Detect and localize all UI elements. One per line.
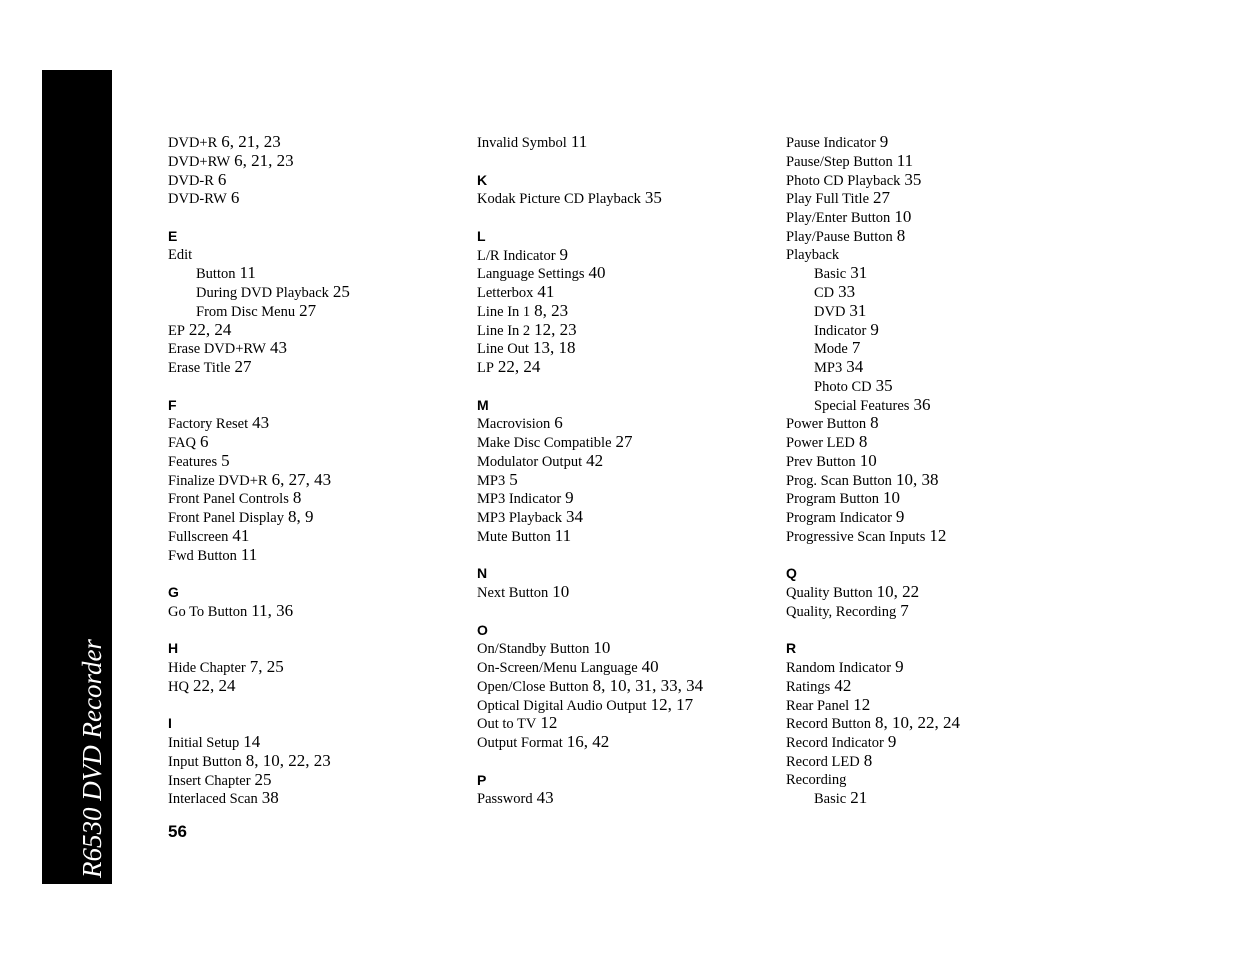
- index-term: Pause/Step Button: [786, 153, 893, 170]
- index-pages: 12: [929, 525, 947, 545]
- index-term: Power LED: [786, 435, 855, 451]
- spacer: [168, 621, 468, 640]
- index-entry: [477, 583, 777, 602]
- index-letter-heading: Q: [786, 565, 797, 582]
- side-title: R6530 DVD Recorder: [77, 639, 107, 878]
- index-pages: 25: [254, 769, 272, 789]
- index-entry: [786, 696, 1086, 715]
- index-entry: [168, 771, 468, 790]
- index-entry: [168, 752, 468, 771]
- index-pages: 10, 22: [876, 582, 920, 601]
- index-term: Out to TV: [477, 716, 537, 733]
- index-pages: 25: [332, 282, 350, 301]
- index-pages: 9: [895, 507, 905, 526]
- index-term: Progressive Scan Inputs: [786, 528, 926, 545]
- index-pages: 38: [261, 788, 279, 808]
- index-pages: 43: [269, 338, 287, 358]
- index-pages: 6, 21, 23: [221, 132, 281, 151]
- index-term: Language Settings: [477, 266, 585, 283]
- index-term: Initial Setup: [168, 735, 240, 751]
- index-pages: 27: [234, 357, 252, 376]
- index-pages: 12: [853, 694, 871, 714]
- index-term: Recording: [786, 771, 847, 788]
- index-pages: 40: [641, 657, 659, 676]
- spacer: [168, 564, 468, 583]
- index-pages: 9: [870, 319, 879, 339]
- index-pages: 40: [588, 263, 606, 283]
- index-letter-heading: L: [477, 227, 486, 244]
- index-term: Finalize DVD+R: [168, 472, 268, 489]
- spacer: [477, 208, 777, 227]
- index-pages: 5: [509, 469, 518, 489]
- index-entry: [168, 152, 468, 171]
- index-term: Prev Button: [786, 453, 856, 470]
- index-entry: [168, 246, 468, 265]
- index-term: Output Format: [477, 735, 563, 751]
- index-pages: 41: [232, 525, 250, 545]
- index-pages: 42: [586, 450, 604, 470]
- index-term: DVD+RW: [168, 153, 231, 170]
- index-pages: 12, 23: [534, 319, 577, 339]
- index-term: L/R Indicator: [477, 247, 556, 264]
- index-term: Photo CD Playback: [786, 172, 901, 189]
- index-pages: 43: [536, 788, 554, 808]
- index-letter-heading: H: [168, 640, 179, 657]
- side-band: [42, 70, 112, 884]
- page-number: 56: [168, 822, 187, 841]
- index-pages: 22, 24: [497, 357, 541, 376]
- index-entry: [168, 321, 468, 340]
- index-term: FAQ: [168, 435, 196, 451]
- index-pages: 35: [875, 375, 893, 395]
- index-pages: 35: [904, 169, 922, 189]
- index-term: Insert Chapter: [168, 772, 251, 789]
- index-entry: [786, 733, 1086, 752]
- index-pages: 43: [252, 413, 270, 433]
- index-entry: [786, 489, 1086, 508]
- spacer: [786, 546, 1086, 565]
- index-pages: 10, 38: [895, 469, 939, 489]
- index-pages: 27: [299, 300, 317, 320]
- index-term: On/Standby Button: [477, 641, 590, 658]
- index-letter-heading: I: [168, 715, 172, 732]
- index-pages: 7: [900, 600, 909, 620]
- index-entry: [786, 602, 1086, 621]
- index-entry: [168, 789, 468, 808]
- index-term: Fullscreen: [168, 528, 229, 545]
- index-entry: [477, 189, 777, 208]
- index-entry: [786, 527, 1086, 546]
- index-pages: 21: [850, 788, 868, 808]
- index-term: DVD: [814, 303, 846, 320]
- index-term: Interlaced Scan: [168, 791, 258, 808]
- index-term: Basic: [814, 791, 847, 808]
- index-term: Front Panel Display: [168, 510, 284, 526]
- index-pages: 27: [873, 188, 891, 208]
- index-term: Features: [168, 453, 218, 470]
- index-pages: 11: [896, 150, 914, 170]
- index-entry: [168, 527, 468, 546]
- index-pages: 8, 10, 31, 33, 34: [592, 675, 704, 695]
- index-entry: [477, 283, 777, 302]
- index-pages: 8, 9: [288, 507, 314, 526]
- index-entry: [168, 602, 468, 621]
- index-term: Optical Digital Audio Output: [477, 697, 647, 714]
- index-pages: 6: [217, 169, 227, 189]
- index-pages: 42: [834, 675, 852, 695]
- index-term: Program Indicator: [786, 510, 892, 526]
- index-subentry: [786, 321, 1086, 340]
- index-pages: 7: [851, 338, 861, 358]
- index-entry: [477, 789, 777, 808]
- index-entry: [477, 696, 777, 715]
- index-entry: [477, 339, 777, 358]
- index-entry: [477, 639, 777, 658]
- index-entry: [168, 471, 468, 490]
- index-term: Factory Reset: [168, 416, 249, 433]
- index-letter-heading: K: [477, 171, 488, 188]
- index-entry: [786, 433, 1086, 452]
- index-entry: [168, 489, 468, 508]
- index-letter-heading: E: [168, 227, 178, 244]
- spacer: [477, 152, 777, 171]
- index-pages: 8: [896, 225, 906, 245]
- index-entry: [477, 433, 777, 452]
- index-pages: 8: [863, 750, 873, 770]
- index-term: Prog. Scan Button: [786, 472, 892, 489]
- index-entry: [786, 452, 1086, 471]
- index-term: Photo CD: [814, 378, 872, 395]
- index-term: Erase DVD+RW: [168, 341, 266, 358]
- index-term: Record LED: [786, 753, 860, 770]
- index-subentry: [786, 358, 1086, 377]
- index-entry: [477, 714, 777, 733]
- index-term: Indicator: [814, 322, 867, 339]
- index-pages: 6: [230, 188, 240, 208]
- index-entry: [477, 489, 777, 508]
- index-entry: [786, 227, 1086, 246]
- index-entry: [786, 752, 1086, 771]
- index-pages: 12: [540, 713, 558, 733]
- index-subentry: [168, 283, 468, 302]
- index-pages: 14: [243, 732, 261, 751]
- index-entry: [786, 133, 1086, 152]
- index-term: Edit: [168, 246, 193, 263]
- index-term: Program Button: [786, 491, 880, 508]
- index-entry: [786, 171, 1086, 190]
- index-pages: 33: [838, 282, 856, 301]
- index-pages: 8, 10, 22, 24: [874, 713, 960, 733]
- index-column-1: [168, 133, 468, 808]
- index-term: Basic: [814, 266, 847, 283]
- index-entry: [168, 433, 468, 452]
- index-entry: [786, 658, 1086, 677]
- index-term: Letterbox: [477, 285, 534, 301]
- index-entry: [786, 714, 1086, 733]
- index-entry: [168, 414, 468, 433]
- index-pages: 16, 42: [566, 732, 610, 751]
- index-column-3: [786, 133, 1086, 808]
- index-pages: 6: [199, 432, 209, 451]
- index-pages: 41: [537, 282, 555, 301]
- index-letter-heading: O: [477, 621, 488, 638]
- index-entry: [477, 452, 777, 471]
- spacer: [477, 546, 777, 565]
- index-pages: 7, 25: [249, 657, 284, 676]
- index-entry: [168, 677, 468, 696]
- index-subentry: [786, 396, 1086, 415]
- index-term: Mode: [814, 341, 848, 358]
- index-pages: 11: [554, 525, 572, 545]
- index-pages: 22, 24: [188, 319, 232, 339]
- index-entry: [477, 133, 777, 152]
- index-term: Erase Title: [168, 360, 231, 376]
- index-term: Play/Pause Button: [786, 228, 893, 245]
- index-letter-heading: M: [477, 396, 489, 413]
- index-term: Playback: [786, 246, 840, 263]
- index-pages: 9: [559, 244, 569, 264]
- index-term: MP3: [814, 360, 843, 376]
- index-term: CD: [814, 285, 835, 301]
- index-pages: 27: [615, 432, 633, 451]
- index-term: HQ: [168, 678, 189, 695]
- index-pages: 11, 36: [251, 600, 294, 620]
- index-pages: 8, 23: [534, 300, 569, 320]
- index-term: Kodak Picture CD Playback: [477, 191, 641, 208]
- index-subentry: [786, 302, 1086, 321]
- index-term: DVD+R: [168, 135, 218, 151]
- index-pages: 9: [879, 132, 889, 151]
- index-pages: 9: [887, 732, 897, 751]
- index-term: Mute Button: [477, 528, 551, 545]
- index-entry: [168, 658, 468, 677]
- index-subentry: [786, 264, 1086, 283]
- spacer: [477, 602, 777, 621]
- index-term: Open/Close Button: [477, 678, 589, 695]
- index-entry: [786, 583, 1086, 602]
- index-term: EP: [168, 322, 185, 339]
- index-term: Special Features: [814, 397, 910, 414]
- index-subentry: [786, 789, 1086, 808]
- spacer: [477, 752, 777, 771]
- index-pages: 11: [570, 132, 588, 151]
- index-entry: [168, 358, 468, 377]
- index-pages: 5: [221, 450, 230, 470]
- index-pages: 22, 24: [192, 675, 236, 695]
- index-term: Record Button: [786, 716, 871, 733]
- index-pages: 35: [644, 188, 662, 208]
- index-pages: 8: [292, 488, 302, 508]
- spacer: [168, 377, 468, 396]
- index-entry: [477, 264, 777, 283]
- index-term: Play Full Title: [786, 191, 870, 208]
- index-term: Pause Indicator: [786, 135, 876, 151]
- index-column-2: [477, 133, 777, 808]
- index-entry: [786, 246, 1086, 265]
- index-pages: 10: [883, 488, 901, 508]
- index-letter-heading: F: [168, 396, 177, 413]
- index-pages: 6: [554, 413, 563, 433]
- index-entry: [786, 208, 1086, 227]
- index-entry: [477, 658, 777, 677]
- index-term: Quality, Recording: [786, 603, 897, 620]
- index-term: Invalid Symbol: [477, 135, 567, 151]
- index-term: LP: [477, 360, 494, 376]
- index-entry: [786, 152, 1086, 171]
- index-entry: [477, 677, 777, 696]
- index-term: Go To Button: [168, 603, 248, 620]
- index-term: Modulator Output: [477, 453, 583, 470]
- index-term: Rear Panel: [786, 697, 850, 714]
- index-term: Line In 2: [477, 322, 531, 339]
- index-pages: 12, 17: [650, 694, 694, 714]
- index-entry: [168, 508, 468, 527]
- index-pages: 31: [849, 300, 867, 320]
- index-entry: [477, 321, 777, 340]
- index-entry: [477, 414, 777, 433]
- index-pages: 9: [895, 657, 904, 676]
- index-term: Next Button: [477, 585, 549, 601]
- index-subentry: [786, 377, 1086, 396]
- index-term: Play/Enter Button: [786, 210, 891, 226]
- index-pages: 10: [859, 450, 877, 470]
- index-entry: [477, 508, 777, 527]
- index-term: Button: [196, 266, 236, 283]
- spacer: [786, 621, 1086, 640]
- index-entry: [168, 733, 468, 752]
- index-term: From Disc Menu: [196, 303, 296, 320]
- index-pages: 8: [870, 413, 879, 433]
- index-entry: [786, 414, 1086, 433]
- index-pages: 36: [913, 394, 931, 414]
- index-entry: [477, 358, 777, 377]
- spacer: [477, 377, 777, 396]
- index-subentry: [786, 339, 1086, 358]
- index-pages: 10: [593, 638, 611, 658]
- index-entry: [168, 133, 468, 152]
- index-pages: 10: [894, 207, 912, 226]
- index-entry: [168, 339, 468, 358]
- index-letter-heading: G: [168, 584, 179, 600]
- index-subentry: [168, 302, 468, 321]
- index-pages: 34: [846, 357, 864, 376]
- index-entry: [477, 302, 777, 321]
- index-term: MP3: [477, 472, 506, 489]
- index-term: DVD-R: [168, 172, 214, 189]
- index-entry: [786, 677, 1086, 696]
- spacer: [168, 696, 468, 715]
- index-term: Record Indicator: [786, 735, 884, 751]
- index-pages: 6, 27, 43: [271, 469, 332, 489]
- index-term: Quality Button: [786, 585, 873, 601]
- index-entry: [786, 471, 1086, 490]
- index-term: Line Out: [477, 341, 529, 358]
- index-pages: 9: [565, 488, 574, 508]
- index-entry: [477, 527, 777, 546]
- index-entry: [786, 771, 1086, 790]
- index-subentry: [786, 283, 1086, 302]
- index-term: During DVD Playback: [196, 285, 329, 301]
- index-letter-heading: R: [786, 640, 797, 657]
- index-entry: [477, 246, 777, 265]
- index-term: DVD-RW: [168, 191, 227, 208]
- index-subentry: [168, 264, 468, 283]
- index-term: Power Button: [786, 416, 867, 433]
- index-pages: 10: [552, 582, 570, 601]
- index-pages: 11: [239, 263, 256, 283]
- index-term: Fwd Button: [168, 547, 237, 564]
- index-term: Random Indicator: [786, 660, 892, 676]
- index-pages: 6, 21, 23: [234, 150, 294, 170]
- index-letter-heading: N: [477, 565, 488, 582]
- index-term: Front Panel Controls: [168, 491, 289, 508]
- index-term: Line In 1: [477, 303, 531, 320]
- index-term: Hide Chapter: [168, 660, 246, 676]
- index-entry: [168, 189, 468, 208]
- index-entry: [477, 733, 777, 752]
- index-pages: 11: [240, 544, 258, 564]
- index-term: Password: [477, 791, 533, 808]
- index-term: On-Screen/Menu Language: [477, 660, 638, 676]
- index-entry: [786, 189, 1086, 208]
- index-entry: [168, 546, 468, 565]
- index-pages: 13, 18: [532, 338, 576, 358]
- index-entry: [477, 471, 777, 490]
- index-term: Ratings: [786, 678, 831, 695]
- index-term: Macrovision: [477, 416, 551, 433]
- index-pages: 8: [858, 432, 868, 451]
- index-term: Input Button: [168, 753, 242, 770]
- index-term: MP3 Indicator: [477, 491, 562, 508]
- index-letter-heading: P: [477, 771, 487, 788]
- index-term: Make Disc Compatible: [477, 435, 612, 451]
- spacer: [168, 208, 468, 227]
- index-entry: [168, 171, 468, 190]
- index-entry: [786, 508, 1086, 527]
- index-entry: [168, 452, 468, 471]
- index-term: MP3 Playback: [477, 510, 562, 526]
- index-pages: 31: [850, 263, 868, 283]
- index-pages: 34: [565, 507, 583, 526]
- index-pages: 8, 10, 22, 23: [245, 750, 331, 770]
